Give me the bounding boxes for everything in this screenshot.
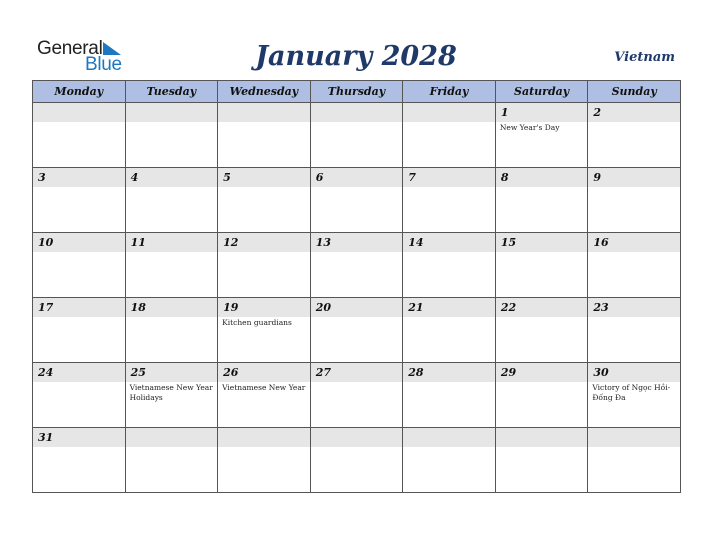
day-number: 23 xyxy=(588,298,680,317)
day-number: 3 xyxy=(33,168,125,187)
holiday-label xyxy=(311,187,403,188)
holiday-label xyxy=(126,447,218,448)
day-cell xyxy=(403,298,496,363)
day-number: 9 xyxy=(588,168,680,187)
day-number xyxy=(311,103,403,122)
day-cell xyxy=(588,168,681,233)
country-label: Vietnam xyxy=(614,50,675,65)
day-cell xyxy=(218,168,311,233)
holiday-label: Vietnamese New Year xyxy=(222,383,306,392)
day-cell xyxy=(218,233,311,298)
day-cell xyxy=(403,363,496,428)
day-cell xyxy=(588,428,681,493)
day-number: 21 xyxy=(403,298,495,317)
holiday-label xyxy=(311,252,403,253)
day-number: 1 xyxy=(496,103,588,122)
day-number xyxy=(126,103,218,122)
day-number: 6 xyxy=(311,168,403,187)
holiday-label xyxy=(403,447,495,448)
holiday-label xyxy=(496,382,588,383)
day-number xyxy=(126,428,218,447)
day-number: 15 xyxy=(496,233,588,252)
day-cell xyxy=(588,233,681,298)
holiday-label xyxy=(496,187,588,188)
weekday-thursday: Thursday xyxy=(310,81,403,103)
day-number xyxy=(403,103,495,122)
day-number: 24 xyxy=(33,363,125,382)
day-cell xyxy=(218,103,311,168)
holiday-label xyxy=(311,122,403,123)
holiday-label xyxy=(311,382,403,383)
week-row xyxy=(33,298,681,363)
day-number: 16 xyxy=(588,233,680,252)
holiday-label: Vietnamese New Year Holidays xyxy=(129,383,213,402)
week-row xyxy=(33,103,681,168)
holiday-label xyxy=(588,447,680,448)
holiday-label xyxy=(403,382,495,383)
holiday-label xyxy=(496,317,588,318)
day-cell xyxy=(218,298,311,363)
day-number: 26 xyxy=(218,363,310,382)
holiday-label xyxy=(126,122,218,123)
holiday-label xyxy=(33,187,125,188)
day-number: 13 xyxy=(311,233,403,252)
day-cell xyxy=(495,233,588,298)
day-number xyxy=(218,103,310,122)
day-number: 11 xyxy=(126,233,218,252)
calendar-grid xyxy=(32,80,681,493)
day-number: 12 xyxy=(218,233,310,252)
day-cell xyxy=(403,428,496,493)
day-cell xyxy=(125,298,218,363)
day-cell xyxy=(125,428,218,493)
day-cell xyxy=(33,233,126,298)
week-row xyxy=(33,168,681,233)
holiday-label: Kitchen guardians xyxy=(222,318,292,327)
holiday-label xyxy=(588,252,680,253)
day-number xyxy=(218,428,310,447)
holiday-label xyxy=(33,252,125,253)
holiday-label: New Year's Day xyxy=(499,123,560,132)
day-cell xyxy=(33,298,126,363)
day-number: 5 xyxy=(218,168,310,187)
day-cell xyxy=(495,363,588,428)
day-number: 4 xyxy=(126,168,218,187)
day-number: 29 xyxy=(496,363,588,382)
day-cell xyxy=(310,298,403,363)
holiday-label: Victory of Ngọc Hồi-Đống Đa xyxy=(592,383,671,402)
day-cell xyxy=(403,233,496,298)
weekday-saturday: Saturday xyxy=(495,81,588,103)
weekday-monday: Monday xyxy=(33,81,126,103)
holiday-label xyxy=(588,187,680,188)
day-number: 28 xyxy=(403,363,495,382)
day-cell xyxy=(218,428,311,493)
day-number: 17 xyxy=(33,298,125,317)
holiday-label xyxy=(496,447,588,448)
day-cell xyxy=(310,428,403,493)
day-number: 27 xyxy=(311,363,403,382)
holiday-label xyxy=(33,317,125,318)
holiday-label xyxy=(33,122,125,123)
day-number: 20 xyxy=(311,298,403,317)
holiday-label xyxy=(33,382,125,383)
holiday-label xyxy=(126,187,218,188)
week-row xyxy=(33,428,681,493)
holiday-label xyxy=(311,317,403,318)
day-number xyxy=(496,428,588,447)
day-cell xyxy=(588,103,681,168)
day-cell xyxy=(403,103,496,168)
holiday-label xyxy=(496,252,588,253)
day-number: 8 xyxy=(496,168,588,187)
holiday-label xyxy=(33,447,125,448)
day-number xyxy=(403,428,495,447)
holiday-label xyxy=(126,317,218,318)
day-cell xyxy=(33,103,126,168)
holiday-label xyxy=(218,187,310,188)
day-number: 7 xyxy=(403,168,495,187)
day-cell xyxy=(588,363,681,428)
weekday-friday: Friday xyxy=(403,81,496,103)
day-cell xyxy=(125,168,218,233)
day-number: 31 xyxy=(33,428,125,447)
day-cell xyxy=(33,428,126,493)
weekday-wednesday: Wednesday xyxy=(218,81,311,103)
holiday-label xyxy=(588,122,680,123)
day-number: 19 xyxy=(218,298,310,317)
day-cell xyxy=(588,298,681,363)
day-cell xyxy=(310,363,403,428)
day-cell xyxy=(125,363,218,428)
day-number xyxy=(588,428,680,447)
weekday-header-row xyxy=(33,81,681,103)
week-row xyxy=(33,233,681,298)
day-cell xyxy=(403,168,496,233)
calendar-title: January 2028 xyxy=(255,41,457,72)
day-cell xyxy=(33,363,126,428)
weekday-tuesday: Tuesday xyxy=(125,81,218,103)
day-number: 14 xyxy=(403,233,495,252)
holiday-label xyxy=(403,317,495,318)
day-number: 30 xyxy=(588,363,680,382)
holiday-label xyxy=(403,122,495,123)
holiday-label xyxy=(588,317,680,318)
day-cell xyxy=(495,428,588,493)
day-cell xyxy=(33,168,126,233)
day-cell xyxy=(495,298,588,363)
day-cell xyxy=(310,103,403,168)
logo-text-blue: Blue xyxy=(85,54,122,75)
holiday-label xyxy=(218,252,310,253)
logo-text-general: General xyxy=(37,38,103,59)
day-cell xyxy=(310,168,403,233)
week-row xyxy=(33,363,681,428)
day-number xyxy=(33,103,125,122)
day-cell xyxy=(125,233,218,298)
holiday-label xyxy=(403,187,495,188)
holiday-label xyxy=(126,252,218,253)
day-cell xyxy=(495,103,588,168)
day-number: 18 xyxy=(126,298,218,317)
holiday-label xyxy=(218,447,310,448)
holiday-label xyxy=(311,447,403,448)
day-cell xyxy=(310,233,403,298)
day-number xyxy=(311,428,403,447)
day-number: 10 xyxy=(33,233,125,252)
day-cell xyxy=(218,363,311,428)
day-cell xyxy=(495,168,588,233)
day-number: 2 xyxy=(588,103,680,122)
holiday-label xyxy=(218,122,310,123)
day-number: 22 xyxy=(496,298,588,317)
day-number: 25 xyxy=(126,363,218,382)
weekday-sunday: Sunday xyxy=(588,81,681,103)
day-cell xyxy=(125,103,218,168)
holiday-label xyxy=(403,252,495,253)
